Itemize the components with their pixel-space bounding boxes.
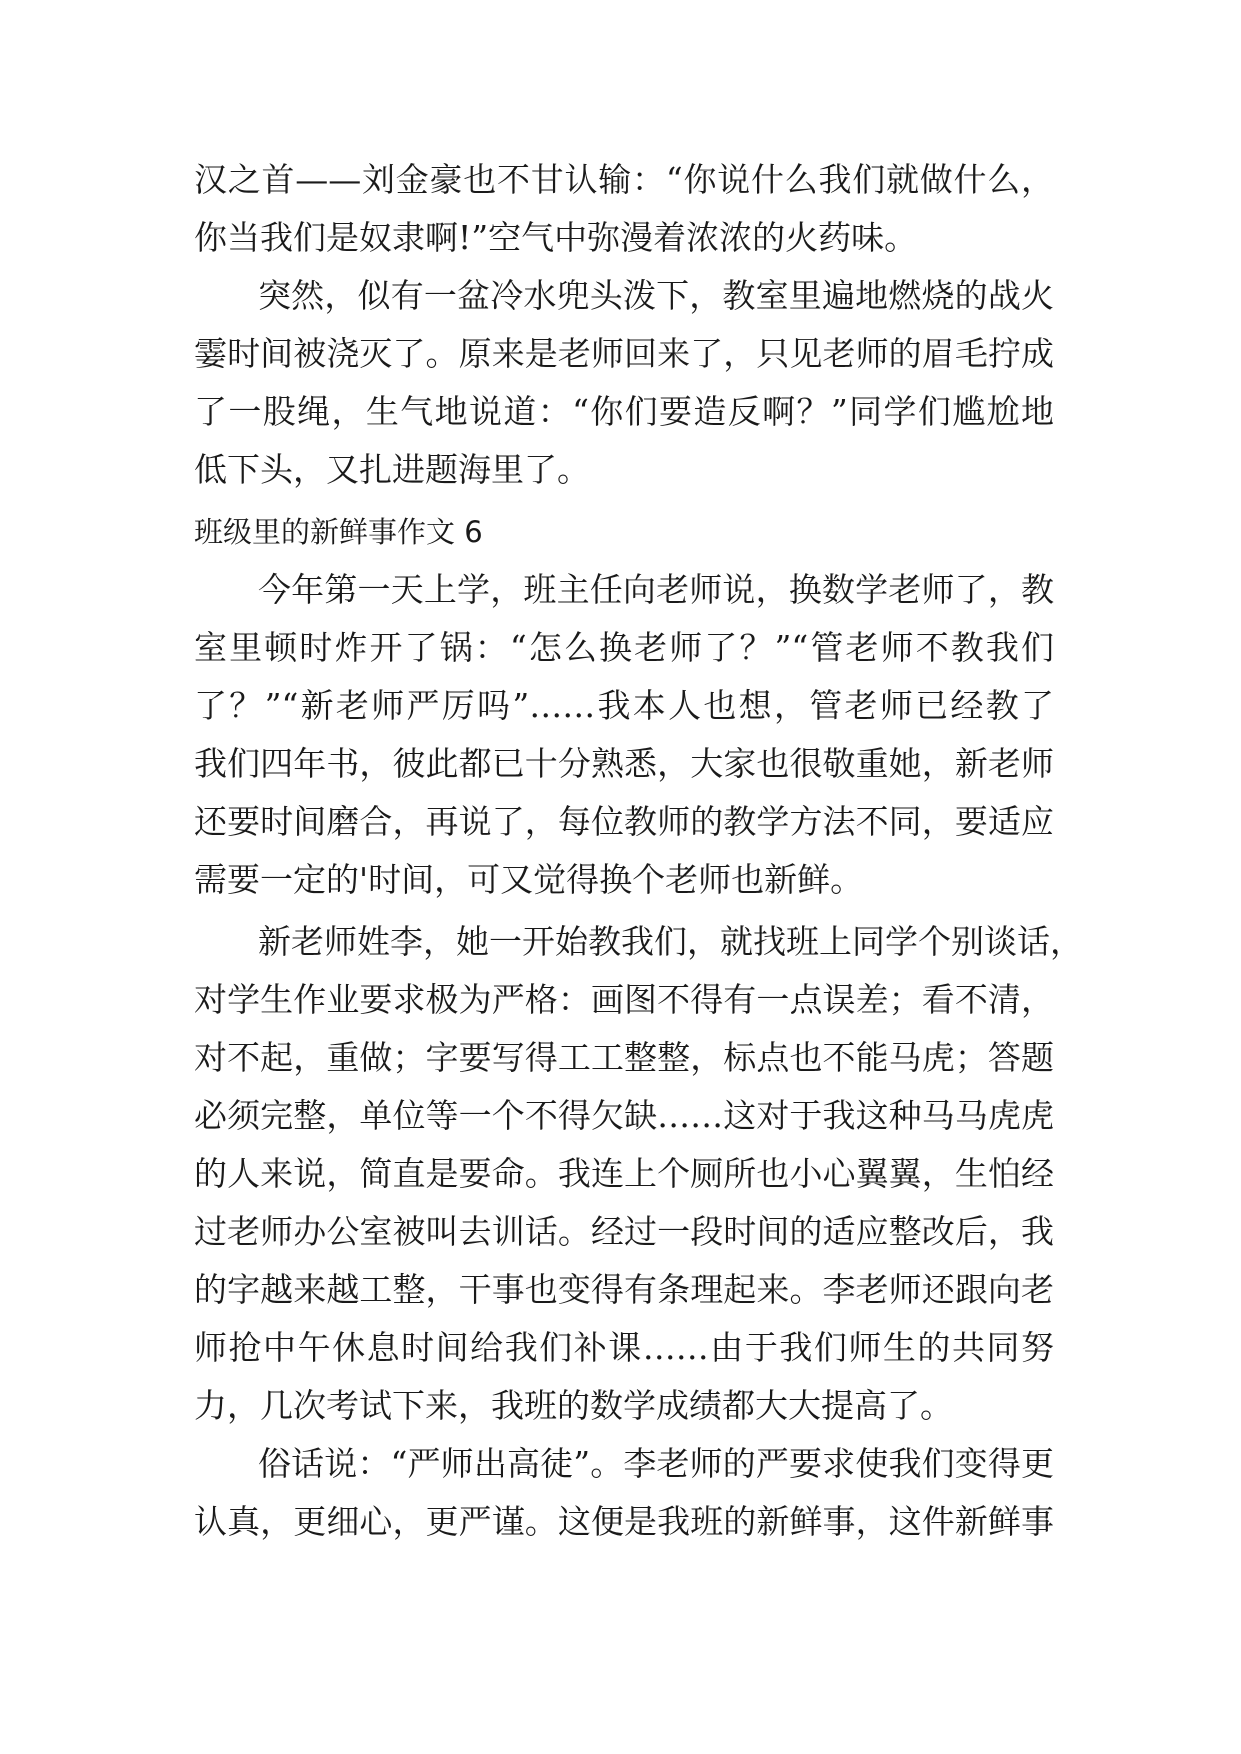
text-line: 俗话说：“严师出高徒”。李老师的严要求使我们变得更 [258, 1444, 1054, 1483]
text-line: 了？”“新老师严厉吗”……我本人也想，管老师已经教了 [194, 686, 1054, 725]
text-line: 今年第一天上学，班主任向老师说，换数学老师了，教 [258, 570, 1054, 609]
text-line: 突然，似有一盆冷水兜头泼下，教室里遍地燃烧的战火 [258, 276, 1054, 315]
text-line: 还要时间磨合，再说了，每位教师的教学方法不同，要适应 [194, 802, 1054, 841]
text-line: 的人来说，简直是要命。我连上个厕所也小心翼翼，生怕经 [194, 1154, 1054, 1193]
text-line: 的字越来越工整，干事也变得有条理起来。李老师还跟向老 [194, 1270, 1054, 1309]
text-line: 低下头，又扎进题海里了。 [194, 450, 590, 489]
text-line: 需要一定的'时间，可又觉得换个老师也新鲜。 [194, 860, 864, 899]
text-line: 过老师办公室被叫去训话。经过一段时间的适应整改后，我 [194, 1212, 1054, 1251]
text-line: 新老师姓李，她一开始教我们，就找班上同学个别谈话， [258, 922, 1083, 961]
text-line: 我们四年书，彼此都已十分熟悉，大家也很敬重她，新老师 [194, 744, 1054, 783]
text-line: 了一股绳，生气地说道：“你们要造反啊？”同学们尴尬地 [194, 392, 1054, 431]
text-line: 对学生作业要求极为严格：画图不得有一点误差；看不清， [194, 980, 1054, 1019]
text-line: 你当我们是奴隶啊!”空气中弥漫着浓浓的火药味。 [194, 218, 918, 257]
text-line: 必须完整，单位等一个不得欠缺……这对于我这种马马虎虎 [194, 1096, 1054, 1135]
text-line: 师抢中午休息时间给我们补课……由于我们师生的共同努 [194, 1328, 1054, 1367]
text-line: 室里顿时炸开了锅：“怎么换老师了？”“管老师不教我们 [194, 628, 1054, 667]
section-heading: 班级里的新鲜事作文 6 [194, 515, 483, 549]
text-line: 汉之首——刘金豪也不甘认输：“你说什么我们就做什么， [194, 160, 1054, 199]
text-line: 对不起，重做；字要写得工工整整，标点也不能马虎；答题 [194, 1038, 1054, 1077]
text-line: 霎时间被浇灭了。原来是老师回来了，只见老师的眉毛拧成 [194, 334, 1054, 373]
text-line: 力，几次考试下来，我班的数学成绩都大大提高了。 [194, 1386, 953, 1425]
text-line: 认真，更细心，更严谨。这便是我班的新鲜事，这件新鲜事 [194, 1502, 1054, 1541]
